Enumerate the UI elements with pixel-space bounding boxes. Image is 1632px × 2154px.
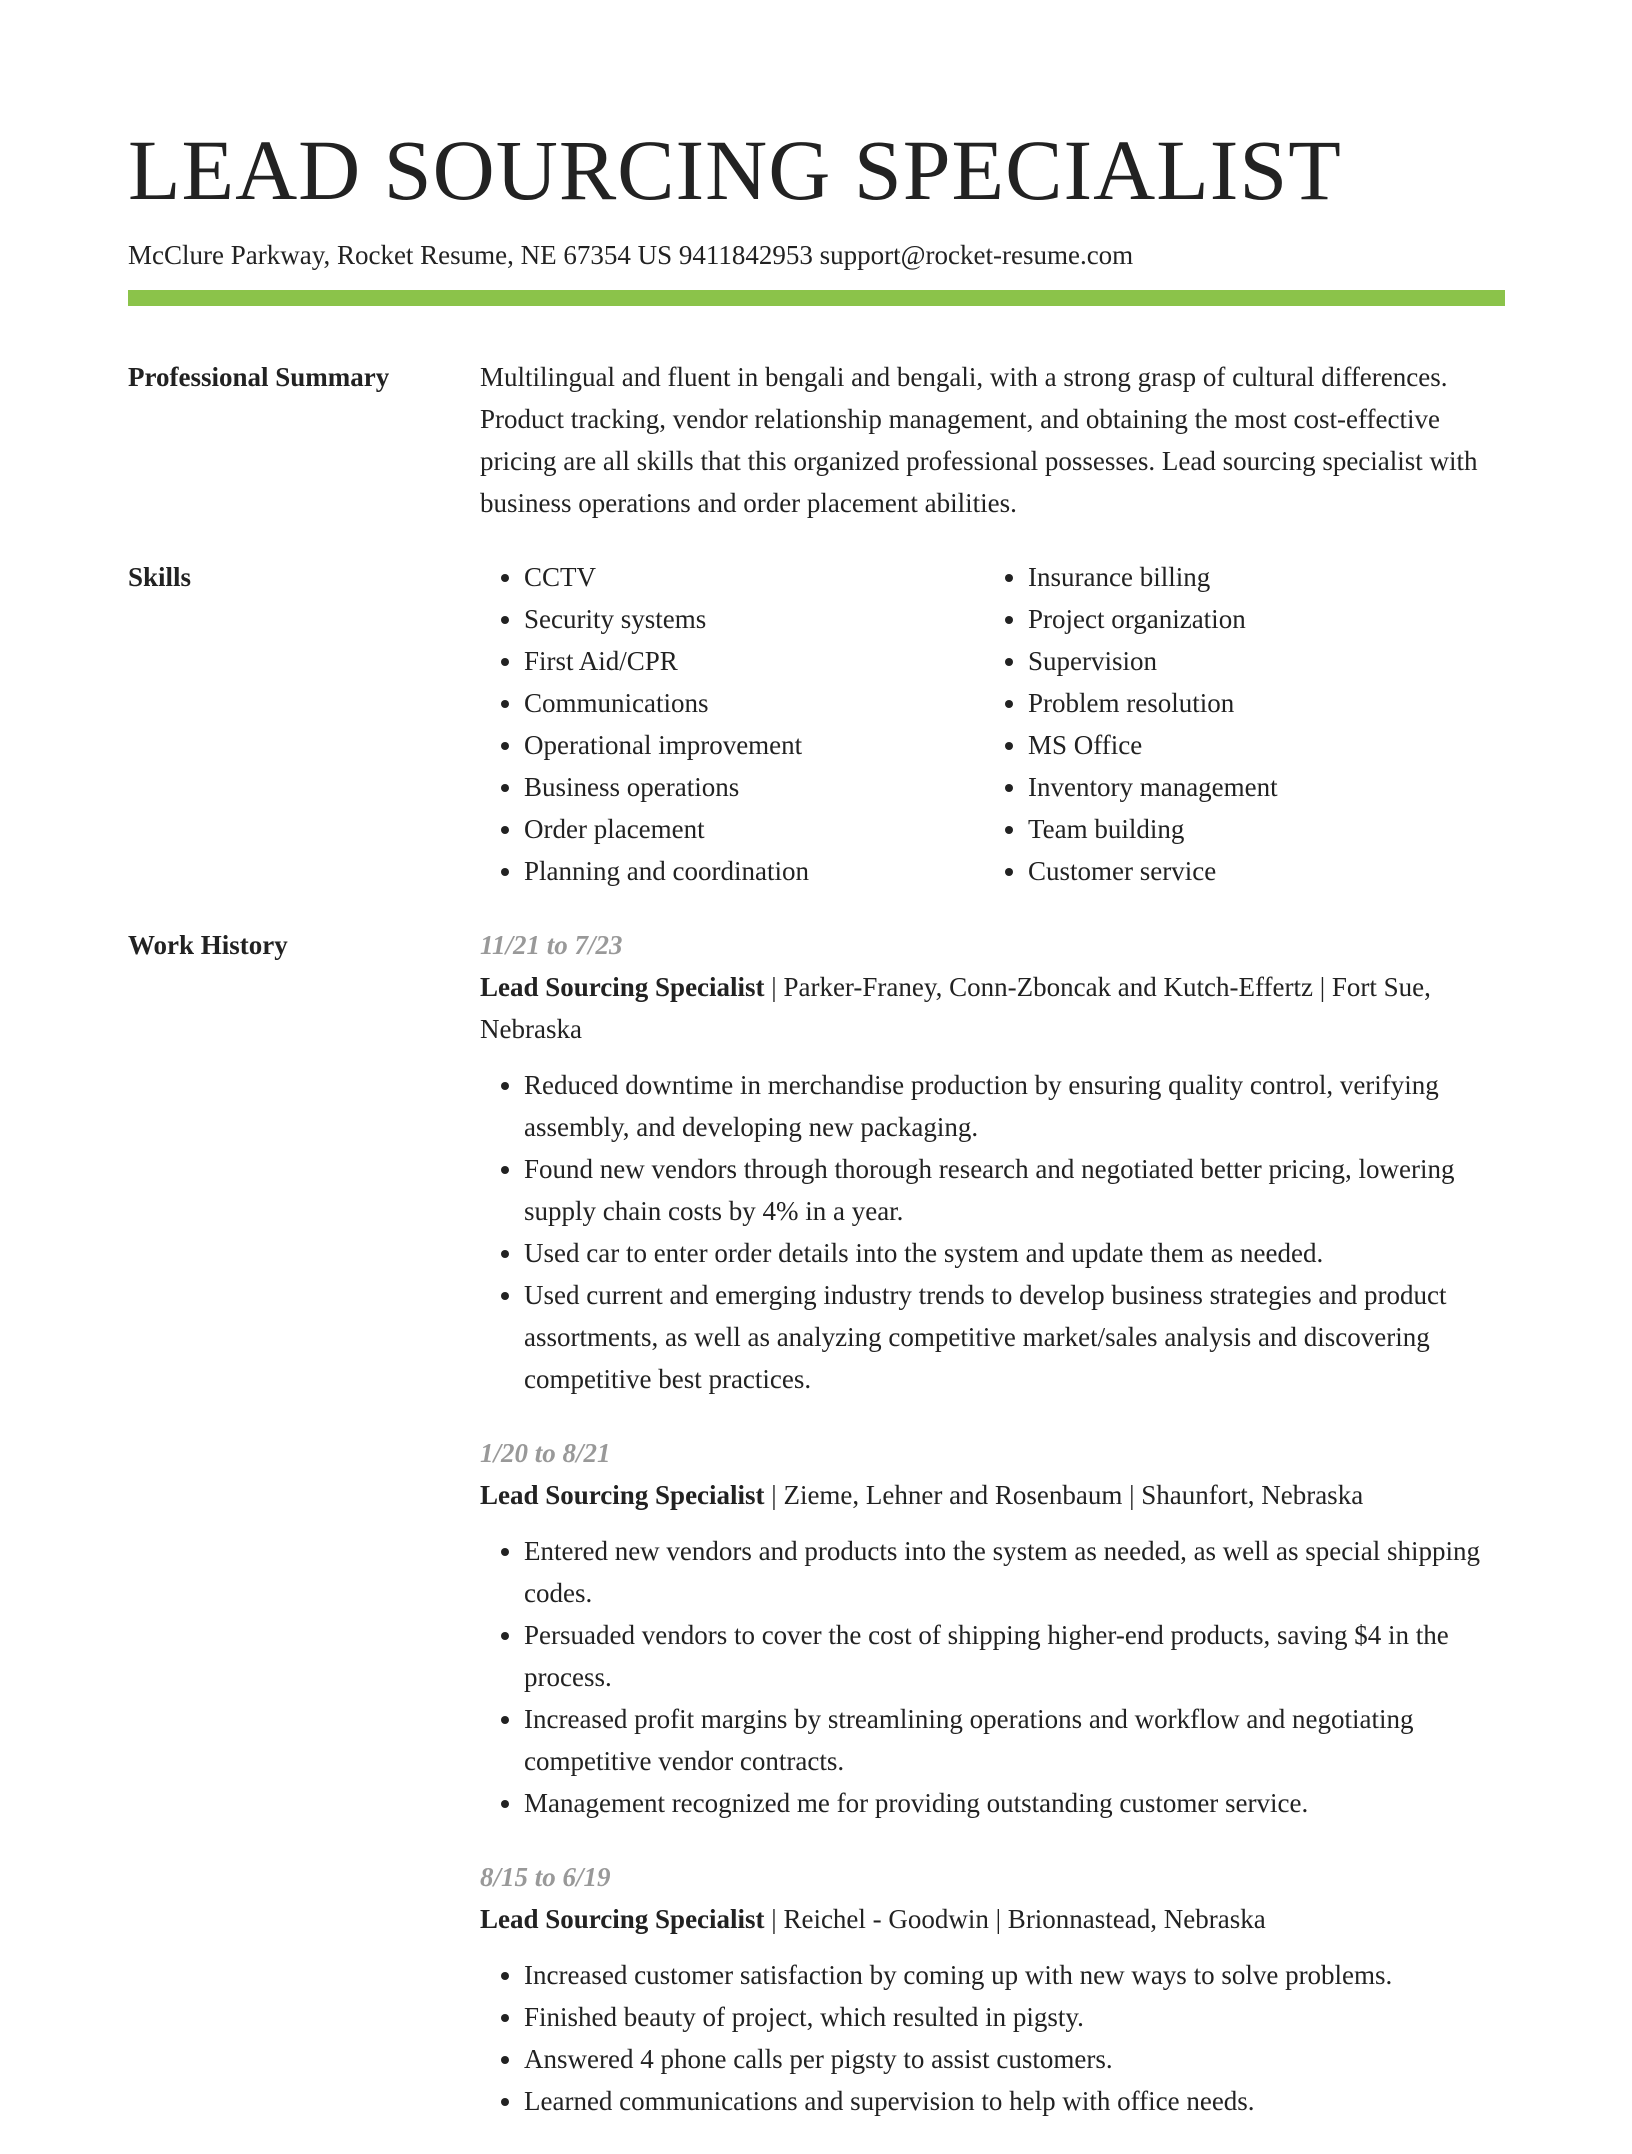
skills-list-left — [480, 556, 984, 892]
job-bullets — [480, 1954, 1505, 2122]
skill-item: • CCTV — [524, 556, 984, 598]
job-dates: 1/20 to 8/21 — [480, 1438, 611, 1468]
job-entry — [480, 924, 1505, 1400]
skill-item: • MS Office — [1028, 724, 1488, 766]
job-bullet: • Increased customer satisfaction by coming up with new ways to solve problems. — [524, 1954, 1505, 1996]
skill-item: • Problem resolution — [1028, 682, 1488, 724]
job-entry — [480, 1856, 1505, 2122]
job-bullet: • Finished beauty of project, which resulted in pigsty. — [524, 1996, 1505, 2038]
job-bullet: • Answered 4 phone calls per pigsty to assist customers. — [524, 2038, 1505, 2080]
job-heading — [480, 966, 1505, 1050]
job-entry — [480, 1432, 1505, 1824]
summary-section — [128, 356, 1505, 524]
accent-divider — [128, 290, 1505, 306]
skill-item: • Supervision — [1028, 640, 1488, 682]
job-title: Lead Sourcing Specialist — [480, 972, 765, 1002]
job-bullet: • Entered new vendors and products into the system as needed, as well as special shipping codes. — [524, 1530, 1505, 1614]
summary-text: Multilingual and fluent in bengali and bengali, with a strong grasp of cultural differences. Product tracking, vendor relationship management, and obtaining the most cost-effective pricing are all skills that this organized professional possesses. Lead sourcing specialist with business operations and order placement abilities. — [480, 362, 1478, 518]
skill-item: • Planning and coordination — [524, 850, 984, 892]
skill-item: • Operational improvement — [524, 724, 984, 766]
job-dates: 11/21 to 7/23 — [480, 930, 623, 960]
job-heading — [480, 1474, 1505, 1516]
job-bullet: • Reduced downtime in merchandise production by ensuring quality control, verifying assembly, and developing new packaging. — [524, 1064, 1505, 1148]
work-history-body — [480, 924, 1505, 2154]
work-history-section — [128, 924, 1505, 2154]
skill-item: • Customer service — [1028, 850, 1488, 892]
skill-item: • Communications — [524, 682, 984, 724]
job-bullets — [480, 1530, 1505, 1824]
job-details: | Reichel - Goodwin | Brionnastead, Nebraska — [764, 1904, 1266, 1934]
skill-item: • Insurance billing — [1028, 556, 1488, 598]
skill-item: • Business operations — [524, 766, 984, 808]
skill-item: • Inventory management — [1028, 766, 1488, 808]
skill-item: • Security systems — [524, 598, 984, 640]
job-dates: 8/15 to 6/19 — [480, 1862, 611, 1892]
job-bullets — [480, 1064, 1505, 1400]
contact-line: McClure Parkway, Rocket Resume, NE 67354 US 9411842953 support@rocket-resume.com — [128, 240, 1134, 270]
job-bullet: • Increased profit margins by streamlining operations and workflow and negotiating competitive vendor contracts. — [524, 1698, 1505, 1782]
job-details: | Parker-Franey, Conn-Zboncak and Kutch-Effertz | Fort Sue, Nebraska — [480, 972, 1431, 1044]
skill-item: • Order placement — [524, 808, 984, 850]
resume-title: LEAD SOURCING SPECIALIST — [128, 122, 1342, 218]
skills-columns — [480, 556, 1505, 892]
job-bullet: • Learned communications and supervision to help with office needs. — [524, 2080, 1505, 2122]
section-heading: Skills — [128, 562, 192, 592]
job-details: | Zieme, Lehner and Rosenbaum | Shaunfort, Nebraska — [764, 1480, 1364, 1510]
job-bullet: • Management recognized me for providing outstanding customer service. — [524, 1782, 1505, 1824]
skill-item: • First Aid/CPR — [524, 640, 984, 682]
skill-item: • Team building — [1028, 808, 1488, 850]
skills-list-right — [984, 556, 1488, 892]
job-heading — [480, 1898, 1505, 1940]
section-heading: Work History — [128, 930, 288, 960]
section-heading: Professional Summary — [128, 362, 390, 392]
job-bullet: • Persuaded vendors to cover the cost of shipping higher-end products, saving $4 in the process. — [524, 1614, 1505, 1698]
skills-section — [128, 556, 1505, 892]
skill-item: • Project organization — [1028, 598, 1488, 640]
job-title: Lead Sourcing Specialist — [480, 1904, 765, 1934]
job-bullet: • Used car to enter order details into the system and update them as needed. — [524, 1232, 1505, 1274]
job-bullet: • Used current and emerging industry trends to develop business strategies and product assortments, as well as analyzing competitive market/sales analysis and discovering competitive best practices. — [524, 1274, 1505, 1400]
job-title: Lead Sourcing Specialist — [480, 1480, 765, 1510]
resume-page — [128, 0, 1505, 2154]
job-bullet: • Found new vendors through thorough research and negotiated better pricing, lowering supply chain costs by 4% in a year. — [524, 1148, 1505, 1232]
